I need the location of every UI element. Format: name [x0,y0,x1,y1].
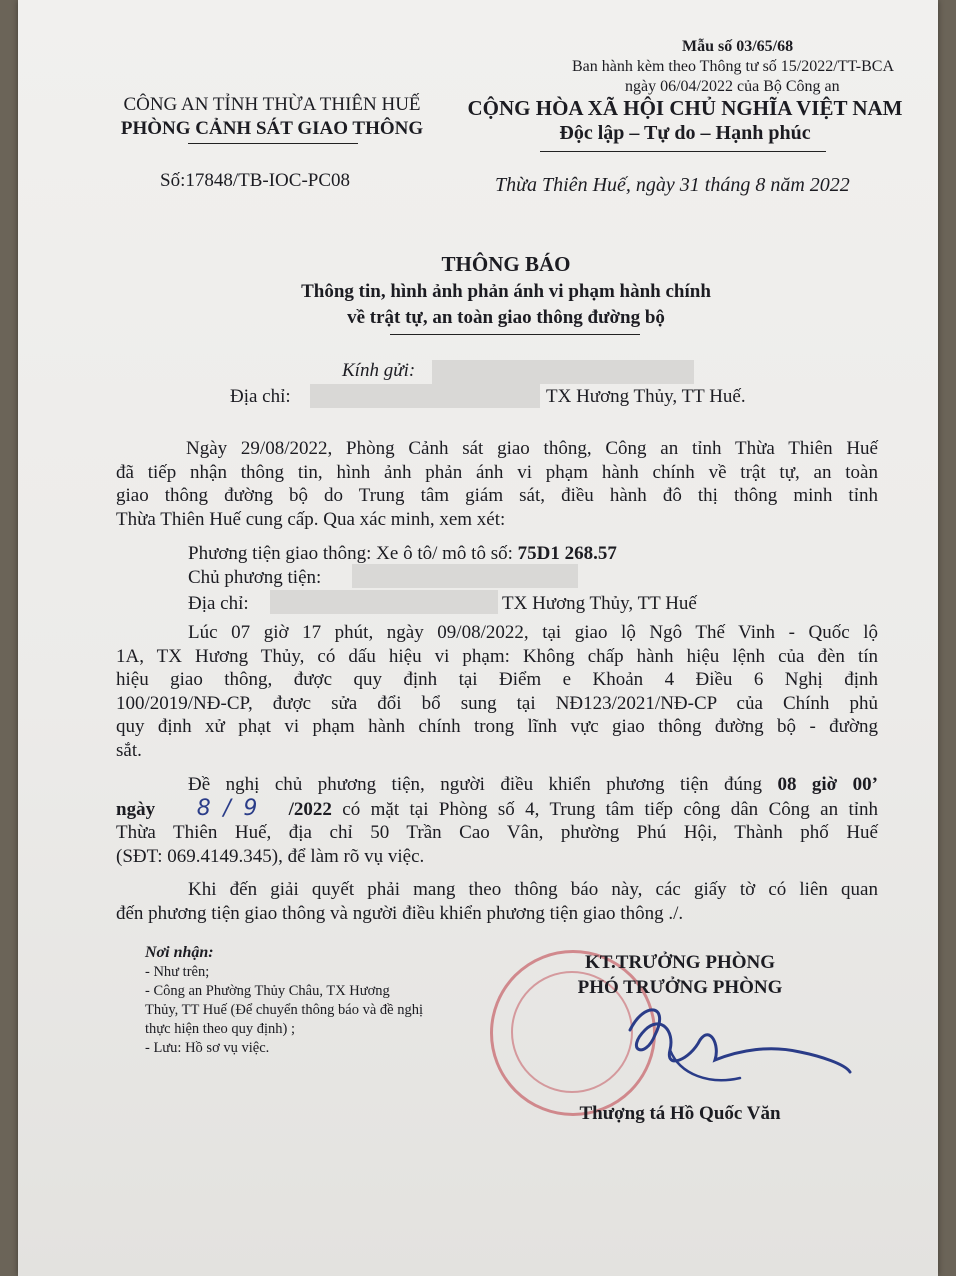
redacted-owner-address [270,590,498,614]
paragraph-violation [116,621,878,762]
recipient-label: Kính gửi: [342,360,416,381]
paragraph-line: hiệu giao thông, được quy định tại Điểm e Khoản 4 Điều 6 Nghị định [116,669,878,690]
paragraph-line [116,773,878,797]
vehicle-label: Phương tiện giao thông: Xe ô tô/ mô tô số: [188,543,518,564]
header-underline-left [188,143,358,144]
paragraph-line: 1A, TX Hương Thủy, có dấu hiệu vi phạm: Không chấp hành hiệu lệnh của đèn tín [116,645,878,667]
paragraph-line: đến phương tiện giao thông và người điều khiển phương tiện giao thông ./. [116,902,684,924]
paragraph-closing [116,878,878,925]
form-number: Mẫu số 03/65/68 [682,38,794,55]
paragraph-line: Khi đến giải quyết phải mang theo thông báo này, các giấy tờ có liên quan [188,879,878,900]
appointment-place: có mặt tại Phòng số 4, Trung tâm tiếp công dân Công an tỉnh [342,798,879,820]
paragraph-line: đã tiếp nhận thông tin, hình ảnh phản ánh vi phạm hành chính về trật tự, an toàn [116,461,878,483]
document-subtitle-1: Thông tin, hình ảnh phản ánh vi phạm hành chính [301,281,711,302]
signature-title-1: KT.TRƯỞNG PHÒNG [585,952,775,973]
paragraph-line: giao thông đường bộ do Trung tâm giám sát, điều hành đô thị thông minh tỉnh [116,485,878,506]
recipient-item: - Công an Phường Thủy Châu, TX Hương [145,983,390,999]
owner-label: Chủ phương tiện: [188,567,322,588]
paragraph-intro [116,437,878,531]
address-tail: TX Hương Thủy, TT Huế. [546,386,746,407]
agency-name: CÔNG AN TỈNH THỪA THIÊN HUẾ [123,94,421,115]
signature-title-2: PHÓ TRƯỞNG PHÒNG [577,977,783,998]
handwritten-signature [600,990,860,1100]
redacted-recipient [432,360,694,384]
place-date: Thừa Thiên Huế, ngày 31 tháng 8 năm 2022 [495,174,850,196]
header-underline-right [540,151,826,152]
recipients-list [145,963,423,1058]
paragraph-request [116,773,878,868]
paragraph-line: 100/2019/NĐ-CP, được sửa đổi bổ sung tại NĐ123/2021/NĐ-CP của Chính phủ [116,692,878,714]
country-name: CỘNG HÒA XÃ HỘI CHỦ NGHĨA VIỆT NAM [467,96,903,120]
paragraph-line: Thừa Thiên Huế cung cấp. Qua xác minh, xem xét: [116,508,506,530]
appointment-year: /2022 [288,798,332,820]
signer-name: Thượng tá Hồ Quốc Văn [579,1103,781,1124]
paragraph-line: (SĐT: 069.4149.345), để làm rõ vụ việc. [116,845,425,867]
recipient-item: - Lưu: Hồ sơ vụ việc. [145,1040,270,1056]
title-underline [390,334,640,335]
paragraph-line: Ngày 29/08/2022, Phòng Cảnh sát giao thông, Công an tỉnh Thừa Thiên Huế [186,438,878,459]
address-label: Địa chỉ: [230,386,291,407]
appointment-time: 08 giờ 00’ [777,774,878,795]
owner-address-tail: TX Hương Thủy, TT Huế [502,593,697,614]
recipients-title: Nơi nhận: [145,944,214,961]
form-reference: Ban hành kèm theo Thông tư số 15/2022/TT-BCA [572,58,894,75]
paragraph-line [116,797,878,822]
form-reference-date: ngày 06/04/2022 của Bộ Công an [625,78,840,95]
department-name: PHÒNG CẢNH SÁT GIAO THÔNG [120,118,424,139]
redacted-address [310,384,540,408]
document-number: Số:17848/TB-IOC-PC08 [160,170,351,191]
vehicle-info [188,543,617,565]
paragraph-line: Thừa Thiên Huế, địa chỉ 50 Trần Cao Vân, phường Phú Hội, Thành phố Huế [116,822,878,843]
appointment-day-label: ngày [116,798,156,820]
handwritten-date: 8 / 9 [196,795,258,821]
license-plate: 75D1 268.57 [517,543,617,564]
recipient-item: - Như trên; [145,964,210,980]
paragraph-line: Lúc 07 giờ 17 phút, ngày 09/08/2022, tại giao lộ Ngô Thế Vinh - Quốc lộ [188,622,878,643]
recipient-item: Thủy, TT Huế (Để chuyển thông báo và đề nghị [145,1002,423,1018]
document-subtitle-2: về trật tự, an toàn giao thông đường bộ [347,307,665,328]
document-title: THÔNG BÁO [441,252,571,276]
paragraph-line: sắt. [116,739,142,761]
redacted-owner [352,564,578,588]
recipient-item: thực hiện theo quy định) ; [145,1021,296,1037]
paragraph-line: quy định xử phạt vi phạm hành chính trong lĩnh vực giao thông đường bộ - đường [116,716,878,737]
request-text: Đề nghị chủ phương tiện, người điều khiển phương tiện đúng [188,774,762,795]
national-motto: Độc lập – Tự do – Hạnh phúc [559,122,811,144]
owner-address-label: Địa chỉ: [188,593,249,614]
